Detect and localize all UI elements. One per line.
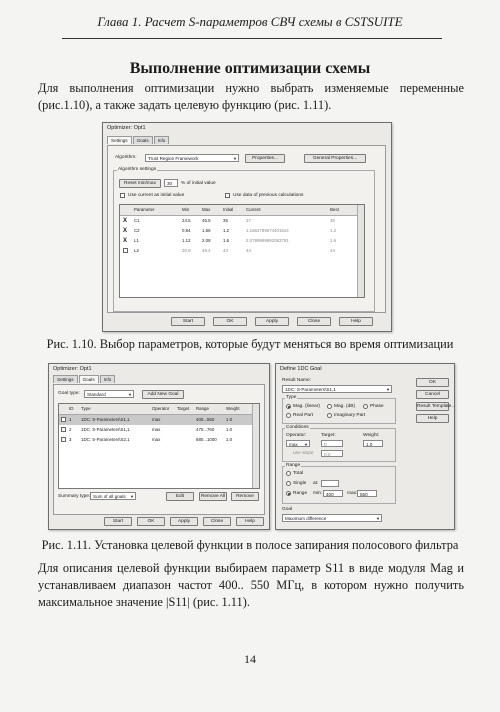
row-checkbox[interactable] — [61, 437, 66, 442]
range-total-label: Total — [293, 471, 304, 476]
tab-goals[interactable]: Goals — [133, 136, 153, 144]
param-min[interactable]: 24.5 — [182, 218, 191, 223]
param-min: 30.8 — [182, 248, 191, 253]
column-header: Current — [246, 207, 261, 212]
goal-type-label: Goal type: — [58, 391, 80, 396]
column-header: ID — [69, 406, 74, 411]
remove-goal-button[interactable]: Remove — [231, 492, 259, 501]
table-row[interactable] — [59, 425, 259, 435]
imag-part-radio[interactable] — [327, 413, 332, 418]
param-initial: 35 — [223, 218, 228, 223]
ok-button[interactable]: OK — [213, 317, 247, 326]
param-initial: 1.2 — [223, 228, 230, 233]
algorithm-settings-label: Algorithm settings — [118, 167, 157, 172]
ok-button[interactable]: OK — [416, 378, 449, 387]
goal-select[interactable] — [282, 514, 382, 522]
mag-db-radio[interactable] — [327, 404, 332, 409]
table-scrollbar[interactable] — [357, 205, 364, 297]
optimizer-goals-window — [48, 363, 270, 530]
close-button[interactable]: Close — [297, 317, 331, 326]
type-label: Type — [286, 395, 297, 400]
param-best: 1.6 — [330, 238, 337, 243]
goal-id: 1 — [69, 417, 72, 422]
operator-label: Operator: — [286, 433, 307, 438]
chevron-down-icon: ▼ — [376, 516, 380, 521]
range-single-label: Single — [293, 481, 307, 486]
tab-settings[interactable]: Settings — [107, 136, 132, 144]
param-name: C1 — [134, 218, 140, 223]
range-total-radio[interactable] — [286, 471, 291, 476]
algorithm-settings-group — [113, 167, 375, 312]
table-row[interactable] — [59, 435, 259, 445]
column-header: Parameter — [134, 207, 155, 212]
range-min-input[interactable]: 400 — [323, 490, 343, 497]
chevron-down-icon: ▼ — [386, 387, 390, 392]
start-button[interactable]: Start — [104, 517, 132, 526]
real-part-label: Real Part — [293, 413, 313, 418]
result-template-button[interactable]: Result Template... — [417, 404, 456, 409]
column-header: Range — [196, 406, 209, 411]
figure-caption-2: Рис. 1.11. Установка целевой функции в полосе запирания полосового фильтра — [41, 538, 459, 552]
goal-operator: max — [152, 417, 161, 422]
mag-linear-radio[interactable] — [286, 404, 291, 409]
goal-operator: max — [152, 437, 161, 442]
page-number: 14 — [244, 652, 256, 666]
range-single-at-label: at: — [313, 481, 319, 486]
range-group — [282, 463, 396, 504]
define-goal-window — [275, 363, 455, 530]
slope-input[interactable]: 0.0 — [321, 450, 343, 457]
column-header: Max — [202, 207, 211, 212]
goal-type: 1DC: S-Parameters\S2,1 — [81, 437, 130, 442]
running-header-text: Глава 1. Расчет S-параметров СВЧ схемы в CSTSUITE — [97, 14, 403, 29]
goal-operator: max — [152, 427, 161, 432]
param-name: L2 — [134, 248, 139, 253]
edit-goal-button[interactable]: Edit — [166, 492, 194, 501]
window-title: Optimizer: Opt1 — [53, 366, 92, 372]
use-previous-checkbox[interactable] — [225, 193, 230, 198]
operator-select[interactable] — [286, 440, 310, 447]
param-best: 44 — [330, 248, 335, 253]
help-button[interactable]: Help — [236, 517, 264, 526]
tab-settings[interactable]: Settings — [53, 375, 78, 383]
param-current: 1.1562789674401524 — [246, 228, 289, 233]
conditions-group — [282, 425, 396, 462]
param-initial: 1.6 — [223, 238, 230, 243]
target-input[interactable]: 0 — [321, 440, 343, 447]
ok-button[interactable]: OK — [137, 517, 165, 526]
range-min-label: min: — [313, 491, 323, 496]
figure-caption-1: Рис. 1.10. Выбор параметров, которые будут меняться во время оптимизации — [46, 337, 454, 351]
closing-paragraph: Для описания целевой функции выбираем параметр S11 в виде модуля Mag и устанавливаем диапазон частот 400.. 550 МГц, в котором нужно получить максимальное значение |S11| (рис. 1.11). — [38, 561, 464, 609]
table-row[interactable] — [120, 246, 364, 256]
goal-type: 1DC: S-Parameters\S1,1 — [81, 417, 130, 422]
param-name: L1 — [134, 238, 139, 243]
range-label: Range — [286, 463, 301, 468]
conditions-label: Conditions — [286, 425, 309, 430]
param-min[interactable]: 1.12 — [182, 238, 191, 243]
param-max: 49.4 — [202, 248, 211, 253]
goal-weight: 1.0 — [226, 427, 233, 432]
chevron-down-icon: ▼ — [233, 156, 237, 161]
add-new-goal-button[interactable]: Add New Goal — [142, 390, 184, 399]
column-header: Min — [182, 207, 190, 212]
running-header — [0, 0, 500, 38]
param-initial: 44 — [223, 248, 228, 253]
mag-linear-label: Mag. (linear) — [293, 404, 320, 409]
row-checkbox[interactable] — [123, 248, 128, 253]
use-current-label: Use current as initial value — [128, 193, 185, 198]
range-max-input[interactable]: 550 — [357, 490, 377, 497]
mag-db-label: Mag. (dB) — [334, 404, 356, 409]
result-name-label: Result Name: — [282, 378, 312, 383]
tab-goals[interactable]: Goals — [79, 375, 99, 383]
chevron-down-icon: ▼ — [130, 494, 134, 499]
summary-type-label: Summary type: — [58, 494, 91, 499]
weight-input[interactable]: 1.0 — [363, 440, 383, 447]
table-scrollbar[interactable] — [252, 404, 259, 488]
goal-range: 400...550 — [196, 417, 215, 422]
goal-id: 2 — [69, 427, 72, 432]
goals-pane — [53, 384, 265, 515]
tab-info[interactable]: Info — [154, 136, 170, 144]
start-button[interactable]: Start — [171, 317, 205, 326]
header-rule — [62, 38, 442, 39]
param-max[interactable]: 1.56 — [202, 228, 211, 233]
window-title: Define 1DC Goal — [280, 366, 322, 372]
table-header — [59, 404, 259, 415]
settings-pane — [107, 145, 386, 313]
phase-label: Phase — [370, 404, 384, 409]
goal-range: 680...1000 — [196, 437, 217, 442]
weight-label: Weight: — [363, 433, 380, 438]
range-range-radio[interactable] — [286, 491, 291, 496]
column-header: Target — [177, 406, 190, 411]
type-group — [282, 395, 396, 424]
reset-percent-input[interactable]: 30 — [164, 179, 178, 187]
help-button[interactable]: Help — [339, 317, 373, 326]
close-button[interactable]: Close — [203, 517, 231, 526]
chevron-down-icon: ▼ — [304, 442, 308, 447]
column-header: Type — [81, 406, 91, 411]
goal-weight: 1.0 — [226, 417, 233, 422]
param-current: 44 — [246, 248, 251, 253]
parameter-table — [119, 204, 365, 298]
result-name-value: 1DC: S-Parameters\S1,1 — [285, 387, 336, 392]
param-max[interactable]: 45.5 — [202, 218, 211, 223]
help-button[interactable]: Help — [416, 414, 449, 423]
table-row[interactable] — [120, 226, 364, 236]
goal-range: 470...760 — [196, 427, 215, 432]
target-label: Target: — [321, 433, 336, 438]
range-max-label: max: — [347, 491, 358, 496]
row-checkbox[interactable]: X — [123, 218, 128, 224]
range-single-radio[interactable] — [286, 481, 291, 486]
column-header: Best — [330, 207, 339, 212]
goal-value: Maximum difference — [285, 516, 327, 521]
result-name-select[interactable] — [282, 385, 392, 393]
summary-type-value: Sum of all goals — [93, 494, 126, 499]
goal-type-select[interactable] — [84, 390, 134, 398]
row-checkbox[interactable] — [61, 427, 66, 432]
chevron-down-icon: ▼ — [128, 392, 132, 397]
reset-min-max-button[interactable]: Reset min/max — [119, 179, 161, 188]
column-header: Weight — [226, 406, 240, 411]
section-title: Выполнение оптимизации схемы — [129, 60, 371, 77]
algorithm-value: Trust Region Framework — [148, 156, 199, 161]
param-current: 37 — [246, 218, 251, 223]
tab-info[interactable]: Info — [100, 375, 116, 383]
algorithm-select[interactable] — [145, 154, 239, 162]
range-single-input[interactable] — [321, 480, 339, 487]
intro-paragraph: Для выполнения оптимизации нужно выбрать изменяемые переменные (рис.1.10), а также задать целевую функцию (рис. 1.11). — [38, 81, 464, 112]
range-range-label: Range — [293, 491, 308, 496]
param-name: C2 — [134, 228, 140, 233]
operator-value: max — [289, 442, 298, 447]
optimizer-settings-window — [102, 122, 392, 332]
row-checkbox[interactable]: X — [123, 228, 128, 234]
goal-id: 3 — [69, 437, 72, 442]
summary-type-select[interactable] — [90, 492, 136, 500]
general-properties-button[interactable]: General Properties... — [304, 154, 366, 163]
goals-table — [58, 403, 260, 489]
apply-button[interactable]: Apply — [170, 517, 198, 526]
table-row[interactable] — [120, 236, 364, 246]
tab-bar — [107, 136, 170, 144]
apply-button[interactable]: Apply — [255, 317, 289, 326]
properties-button[interactable]: Properties... — [245, 154, 285, 163]
table-row[interactable] — [59, 415, 259, 425]
table-row[interactable] — [120, 216, 364, 226]
phase-radio[interactable] — [363, 404, 368, 409]
reset-percent-suffix: % of initial value — [181, 181, 216, 186]
goal-weight: 1.0 — [226, 437, 233, 442]
goal-type: 1DC: S-Parameters\S1,1 — [81, 427, 130, 432]
algorithm-label: Algorithm: — [115, 155, 137, 160]
column-header: Operator — [152, 406, 170, 411]
use-previous-label: Use data of previous calculations — [233, 193, 304, 198]
row-checkbox[interactable]: X — [123, 238, 128, 244]
tab-bar — [53, 375, 116, 383]
row-checkbox[interactable] — [61, 417, 66, 422]
window-title: Optimizer: Opt1 — [107, 125, 146, 131]
use-current-checkbox[interactable] — [120, 193, 125, 198]
goal-type-value: Standard — [87, 392, 106, 397]
param-current: 2.0789999992083791 — [246, 238, 289, 243]
imag-part-label: Imaginary Part — [334, 413, 366, 418]
param-best: 1.2 — [330, 228, 337, 233]
goal-label: Goal — [282, 507, 293, 512]
table-header — [120, 205, 364, 216]
param-max[interactable]: 2.08 — [202, 238, 211, 243]
use-slope-label: use slope — [293, 451, 314, 456]
param-best: 35 — [330, 218, 335, 223]
param-min[interactable]: 0.84 — [182, 228, 191, 233]
remove-all-button[interactable]: Remove All — [200, 494, 226, 499]
column-header: Initial — [223, 207, 234, 212]
cancel-button[interactable]: Cancel — [416, 390, 449, 399]
real-part-radio[interactable] — [286, 413, 291, 418]
